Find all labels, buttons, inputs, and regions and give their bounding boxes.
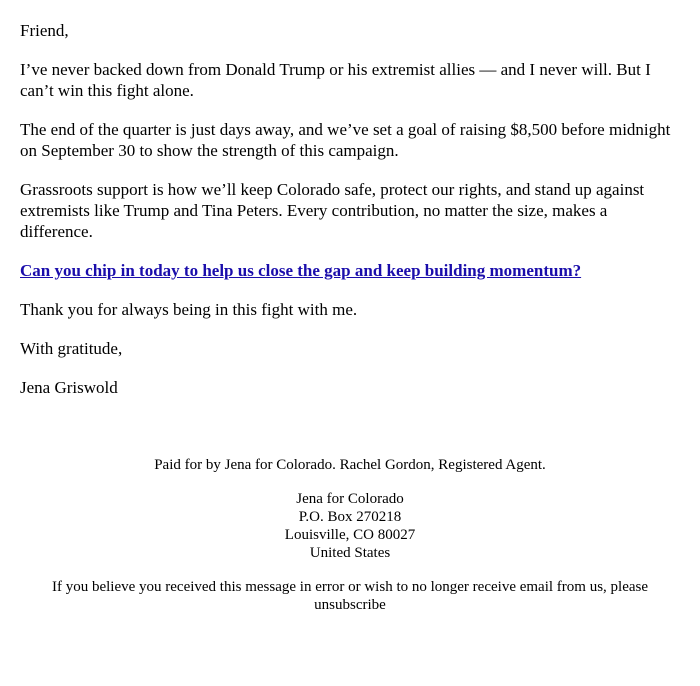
address-country: United States (309, 545, 391, 561)
donate-link[interactable]: Can you chip in today to help us close the gap and keep building momentum? (20, 261, 582, 280)
thanks-text: Thank you for always being in this fight with me. (20, 300, 358, 319)
greeting: Friend, (20, 21, 69, 40)
unsubscribe-link[interactable]: unsubscribe (314, 597, 386, 613)
email-body (20, 20, 682, 416)
paragraph-3: Grassroots support is how we’ll keep Colorado safe, protect our rights, and stand up against extremists like Trump and Tina Peters. Every contribution, no matter the size, makes a difference. (20, 180, 645, 241)
paragraph-2: The end of the quarter is just days away, and we’ve set a goal of raising $8,500 before midnight on September 30 to show the strength of this campaign. (20, 120, 671, 160)
address-name: Jena for Colorado (296, 491, 404, 507)
paid-for-disclaimer: Paid for by Jena for Colorado. Rachel Gordon, Registered Agent. (154, 457, 546, 473)
unsubscribe-notice (0, 578, 700, 614)
cta-paragraph (20, 260, 682, 281)
mailing-address (0, 490, 700, 562)
address-po-box: P.O. Box 270218 (298, 509, 402, 525)
email-footer (0, 456, 700, 630)
signature: Jena Griswold (20, 378, 118, 397)
unsubscribe-text: If you believe you received this message in error or wish to no longer receive email from us, please (51, 579, 649, 595)
closing-text: With gratitude, (20, 339, 123, 358)
paragraph-1: I’ve never backed down from Donald Trump or his extremist allies — and I never will. But I can’t win this fight alone. (20, 60, 651, 100)
address-city: Louisville, CO 80027 (284, 527, 416, 543)
